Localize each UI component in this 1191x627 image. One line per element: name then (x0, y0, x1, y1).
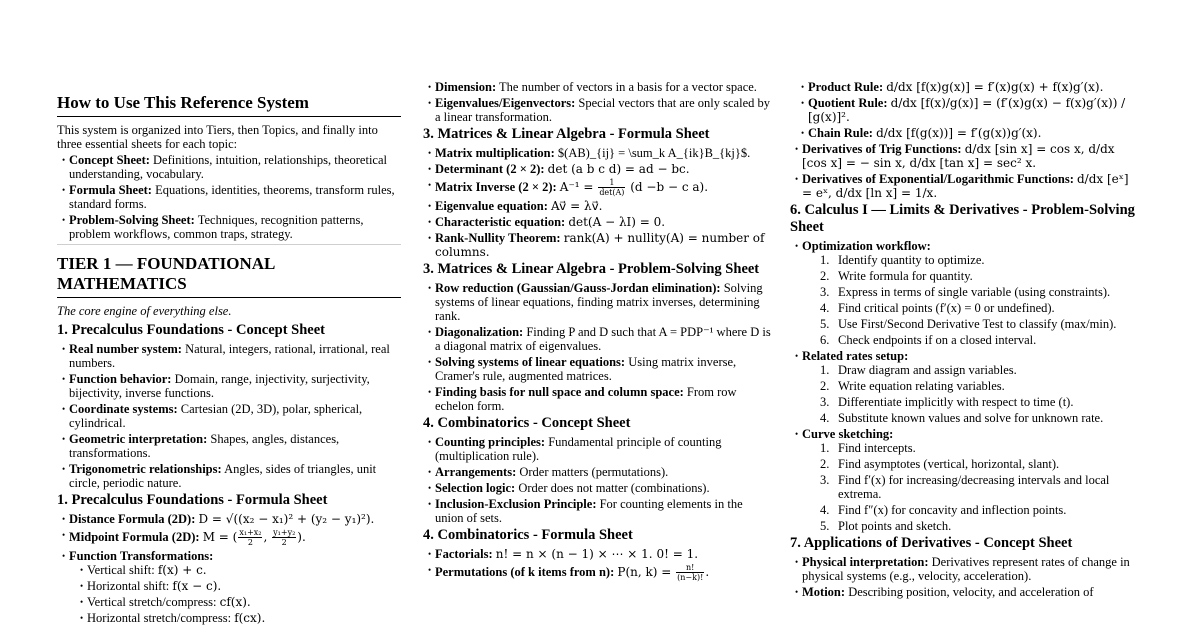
item-term: Coordinate systems: (69, 402, 178, 416)
denominator: 2 (281, 538, 287, 547)
item-term: Permutations (of k items from n): (435, 565, 615, 579)
item-term: Function Transformations: (69, 549, 214, 563)
steps-list (802, 363, 1135, 425)
item-term: Product Rule: (808, 80, 884, 94)
item-term: Finding basis for null space and column space: (435, 385, 684, 399)
derivatives-list (790, 142, 1135, 200)
item-term: Factorials: (435, 547, 493, 561)
formula: cf(x). (219, 595, 251, 609)
formula: rank(A) + nullity(A) = number of columns. (435, 231, 765, 259)
item-desc: For counting elements in the union of sets. (435, 497, 743, 525)
item-desc: Solving systems of linear equations, finding matrix inverses, determining rank. (435, 281, 763, 323)
item-desc: Using matrix inverse, Cramer's rule, augmented matrices. (435, 355, 737, 383)
numerator: y₁+y₂ (273, 528, 296, 537)
item-term: Midpoint Formula (2D): (69, 530, 200, 544)
item-term: Determinant (2 × 2): (435, 162, 545, 176)
formula: f(x) + c. (157, 563, 207, 577)
item-desc: Techniques, recognition patterns, problem workflows, common traps, strategy. (69, 213, 364, 241)
howto-title: How to Use This Reference System (57, 93, 401, 117)
item-term: Dimension: (435, 80, 497, 94)
list-item (423, 465, 773, 479)
list-item (423, 481, 773, 495)
section-title: 4. Combinatorics - Concept Sheet (423, 415, 631, 431)
section-title: 1. Precalculus Foundations - Formula Sheet (57, 492, 328, 508)
item-term: Counting principles: (435, 435, 546, 449)
list-item (423, 231, 773, 259)
item-term: Motion: (802, 585, 846, 599)
item-term: Derivatives of Exponential/Logarithmic Functions: (802, 172, 1074, 186)
formula-list (423, 547, 773, 582)
item-desc: Order does not matter (combinations). (518, 481, 710, 495)
list-item (57, 183, 401, 211)
denominator: det(A) (599, 188, 625, 197)
item-term: Trigonometric relationships: (69, 462, 222, 476)
item-term: Matrix multiplication: (435, 146, 555, 160)
item-term: Characteristic equation: (435, 215, 566, 229)
section-title: 3. Matrices & Linear Algebra - Problem-Solving Sheet (423, 261, 760, 277)
list-item (57, 432, 401, 460)
formula: d/dx [f(x)g(x)] = f′(x)g(x) + f(x)g′(x). (886, 80, 1104, 94)
list-item (790, 585, 1135, 599)
fraction (238, 528, 262, 547)
formula-part: . (705, 565, 710, 579)
tier-title: TIER 1 — FOUNDATIONAL MATHEMATICS (57, 254, 401, 298)
list-item (790, 142, 1135, 170)
formula: f(cx). (234, 611, 266, 625)
step-item: Identify quantity to optimize. (838, 253, 985, 267)
list-item (790, 349, 1135, 425)
column-2 (423, 80, 773, 584)
problem-list (423, 281, 773, 413)
formula (559, 178, 709, 197)
item-term: Real number system: (69, 342, 182, 356)
formula (617, 563, 710, 582)
list-item (423, 215, 773, 229)
formula-list (57, 512, 401, 625)
step-item: Write formula for quantity. (838, 269, 973, 283)
list-item (790, 172, 1135, 200)
item-term: Solving systems of linear equations: (435, 355, 626, 369)
item-desc: Fundamental principle of counting (multiplication rule). (435, 435, 722, 463)
section-title: 1. Precalculus Foundations - Concept Sheet (57, 322, 325, 338)
list-item (423, 435, 773, 463)
item-term: Distance Formula (2D): (69, 512, 196, 526)
list-item (57, 153, 401, 181)
item-desc: Derivatives represent rates of change in physical systems (e.g., velocity, acceleration). (802, 555, 1130, 583)
item-desc: Natural, integers, rational, irrational, real numbers. (69, 342, 390, 370)
tier-tagline: The core engine of everything else. (57, 304, 232, 318)
list-item (57, 372, 401, 400)
list-item (790, 80, 1135, 94)
item-term: Row reduction (Gaussian/Gauss-Jordan elimination): (435, 281, 721, 295)
item-desc: Definitions, intuition, relationships, theoretical understanding, vocabulary. (69, 153, 387, 181)
list-item (69, 563, 401, 577)
formula: $(AB)_{ij} = \sum_k A_{ik}B_{kj}$. (557, 146, 751, 160)
list-item (423, 497, 773, 525)
item-term: Optimization workflow: (802, 239, 931, 253)
list-item (790, 239, 1135, 347)
formula-part: , (263, 530, 268, 544)
item-desc: From row echelon form. (435, 385, 737, 413)
item-term: Inclusion-Exclusion Principle: (435, 497, 597, 511)
list-item (423, 146, 773, 160)
column-3 (790, 80, 1135, 601)
formula: n! = n × (n − 1) × ⋯ × 1. 0! = 1. (495, 547, 699, 561)
item-term: Geometric interpretation: (69, 432, 208, 446)
item-term: Concept Sheet: (69, 153, 150, 167)
fraction (272, 528, 296, 547)
step-item: Find asymptotes (vertical, horizontal, slant). (838, 457, 1060, 471)
list-item (423, 547, 773, 561)
formula-list (423, 146, 773, 259)
howto-intro: This system is organized into Tiers, then Topics, and finally into three essential sheets for each topic: (57, 123, 378, 151)
step-item: Substitute known values and solve for unknown rate. (838, 411, 1104, 425)
item-desc: Finding P and D such that A = PDP⁻¹ where D is a diagonal matrix of eigenvalues. (435, 325, 771, 353)
item-term: Function behavior: (69, 372, 172, 386)
item-term: Quotient Rule: (808, 96, 888, 110)
list-item (423, 178, 773, 197)
formula: f(x − c). (172, 579, 222, 593)
formula-part: (d −b − c a). (630, 180, 709, 194)
list-item (423, 199, 773, 213)
list-item (423, 162, 773, 176)
denominator: (n−k)! (677, 573, 704, 582)
list-item (423, 96, 773, 124)
formula (202, 528, 306, 547)
step-item: Express in terms of single variable (using constraints). (838, 285, 1111, 299)
formula: d/dx [f(g(x))] = f′(g(x))g′(x). (876, 126, 1042, 140)
item-term: Arrangements: (435, 465, 517, 479)
item-term: Matrix Inverse (2 × 2): (435, 180, 557, 194)
formula: Av⃗ = λv⃗. (551, 199, 603, 213)
section-title: 3. Matrices & Linear Algebra - Formula Sheet (423, 126, 710, 142)
section-title: 4. Combinatorics - Formula Sheet (423, 527, 633, 543)
item-term: Eigenvalues/Eigenvectors: (435, 96, 576, 110)
item-term: Rank-Nullity Theorem: (435, 231, 561, 245)
item-term: Eigenvalue equation: (435, 199, 548, 213)
list-item (423, 355, 773, 383)
list-item (790, 427, 1135, 533)
step-item: Find f″(x) for concavity and inflection points. (838, 503, 1067, 517)
numerator: n! (676, 563, 704, 573)
list-item (69, 611, 401, 625)
list-item (423, 385, 773, 413)
divider (57, 244, 401, 245)
item-label: Horizontal stretch/compress: (87, 611, 232, 625)
item-term: Derivatives of Trig Functions: (802, 142, 962, 156)
item-term: Physical interpretation: (802, 555, 929, 569)
column-1 (57, 93, 401, 627)
list-item (69, 595, 401, 609)
step-item: Find f′(x) for increasing/decreasing intervals and local extrema. (838, 473, 1110, 501)
item-term: Formula Sheet: (69, 183, 152, 197)
formula-part: A⁻¹ = (559, 180, 594, 194)
formula: d/dx [sin x] = cos x, d/dx [cos x] = − sin x, d/dx [tan x] = sec² x. (802, 142, 1115, 170)
step-item: Write equation relating variables. (838, 379, 1005, 393)
fraction (676, 563, 704, 582)
formula-part: P(n, k) = (617, 565, 672, 579)
item-label: Horizontal shift: (87, 579, 170, 593)
item-term: Curve sketching: (802, 427, 894, 441)
item-term: Related rates setup: (802, 349, 909, 363)
list-item (57, 528, 401, 547)
numerator: 1 (598, 178, 625, 188)
section-title: 7. Applications of Derivatives - Concept Sheet (790, 535, 1073, 551)
rules-list (790, 80, 1135, 140)
item-desc: Cartesian (2D, 3D), polar, spherical, cylindrical. (69, 402, 363, 430)
item-term: Selection logic: (435, 481, 516, 495)
workflow-list (790, 239, 1135, 533)
list-item (790, 126, 1135, 140)
list-item (423, 80, 773, 94)
formula: det (a b c d) = ad − bc. (547, 162, 690, 176)
formula: D = √((x₂ − x₁)² + (y₂ − y₁)²). (198, 512, 375, 526)
formula-part: M = ( (202, 530, 238, 544)
transform-list (69, 563, 401, 625)
concept-list (423, 435, 773, 525)
list-item (69, 579, 401, 593)
list-item (790, 96, 1135, 124)
step-item: Find critical points (f′(x) = 0 or undefined). (838, 301, 1055, 315)
formula-part: ). (297, 530, 306, 544)
item-term: Diagonalization: (435, 325, 524, 339)
formula: det(A − λI) = 0. (568, 215, 666, 229)
fraction (598, 178, 625, 197)
step-item: Find intercepts. (838, 441, 916, 455)
list-item (57, 342, 401, 370)
numerator: x₁+x₂ (239, 528, 262, 537)
concept-list (423, 80, 773, 124)
howto-list (57, 153, 401, 241)
concept-list (57, 342, 401, 490)
step-item: Use First/Second Derivative Test to classify (max/min). (838, 317, 1117, 331)
list-item (57, 402, 401, 430)
item-label: Vertical stretch/compress: (87, 595, 217, 609)
list-item (57, 549, 401, 625)
item-label: Vertical shift: (87, 563, 155, 577)
denominator: 2 (247, 538, 253, 547)
item-term: Chain Rule: (808, 126, 873, 140)
step-item: Check endpoints if on a closed interval. (838, 333, 1037, 347)
item-desc: Order matters (permutations). (519, 465, 669, 479)
formula: d/dx [eˣ] = eˣ, d/dx [ln x] = 1/x. (802, 172, 1129, 200)
item-desc: Domain, range, injectivity, surjectivity, bijectivity, inverse functions. (69, 372, 370, 400)
list-item (423, 281, 773, 323)
list-item (57, 213, 401, 241)
step-item: Draw diagram and assign variables. (838, 363, 1017, 377)
item-term: Problem-Solving Sheet: (69, 213, 195, 227)
item-desc: Special vectors that are only scaled by a linear transformation. (435, 96, 770, 124)
section-title: 6. Calculus I — Limits & Derivatives - Problem-Solving Sheet (790, 202, 1135, 235)
list-item (790, 555, 1135, 583)
item-desc: The number of vectors in a basis for a vector space. (499, 80, 757, 94)
list-item (423, 325, 773, 353)
list-item (423, 563, 773, 582)
item-desc: Angles, sides of triangles, unit circle, periodic nature. (69, 462, 377, 490)
step-item: Plot points and sketch. (838, 519, 952, 533)
formula: d/dx [f(x)/g(x)] = (f′(x)g(x) − f(x)g′(x)) / [g(x)]². (808, 96, 1126, 124)
item-desc: Describing position, velocity, and acceleration of (848, 585, 1094, 599)
item-desc: Shapes, angles, distances, transformations. (69, 432, 340, 460)
list-item (57, 512, 401, 526)
list-item (57, 462, 401, 490)
step-item: Differentiate implicitly with respect to time (t). (838, 395, 1074, 409)
steps-list (802, 441, 1135, 533)
item-desc: Equations, identities, theorems, transform rules, standard forms. (69, 183, 395, 211)
concept-list (790, 555, 1135, 599)
steps-list (802, 253, 1135, 347)
